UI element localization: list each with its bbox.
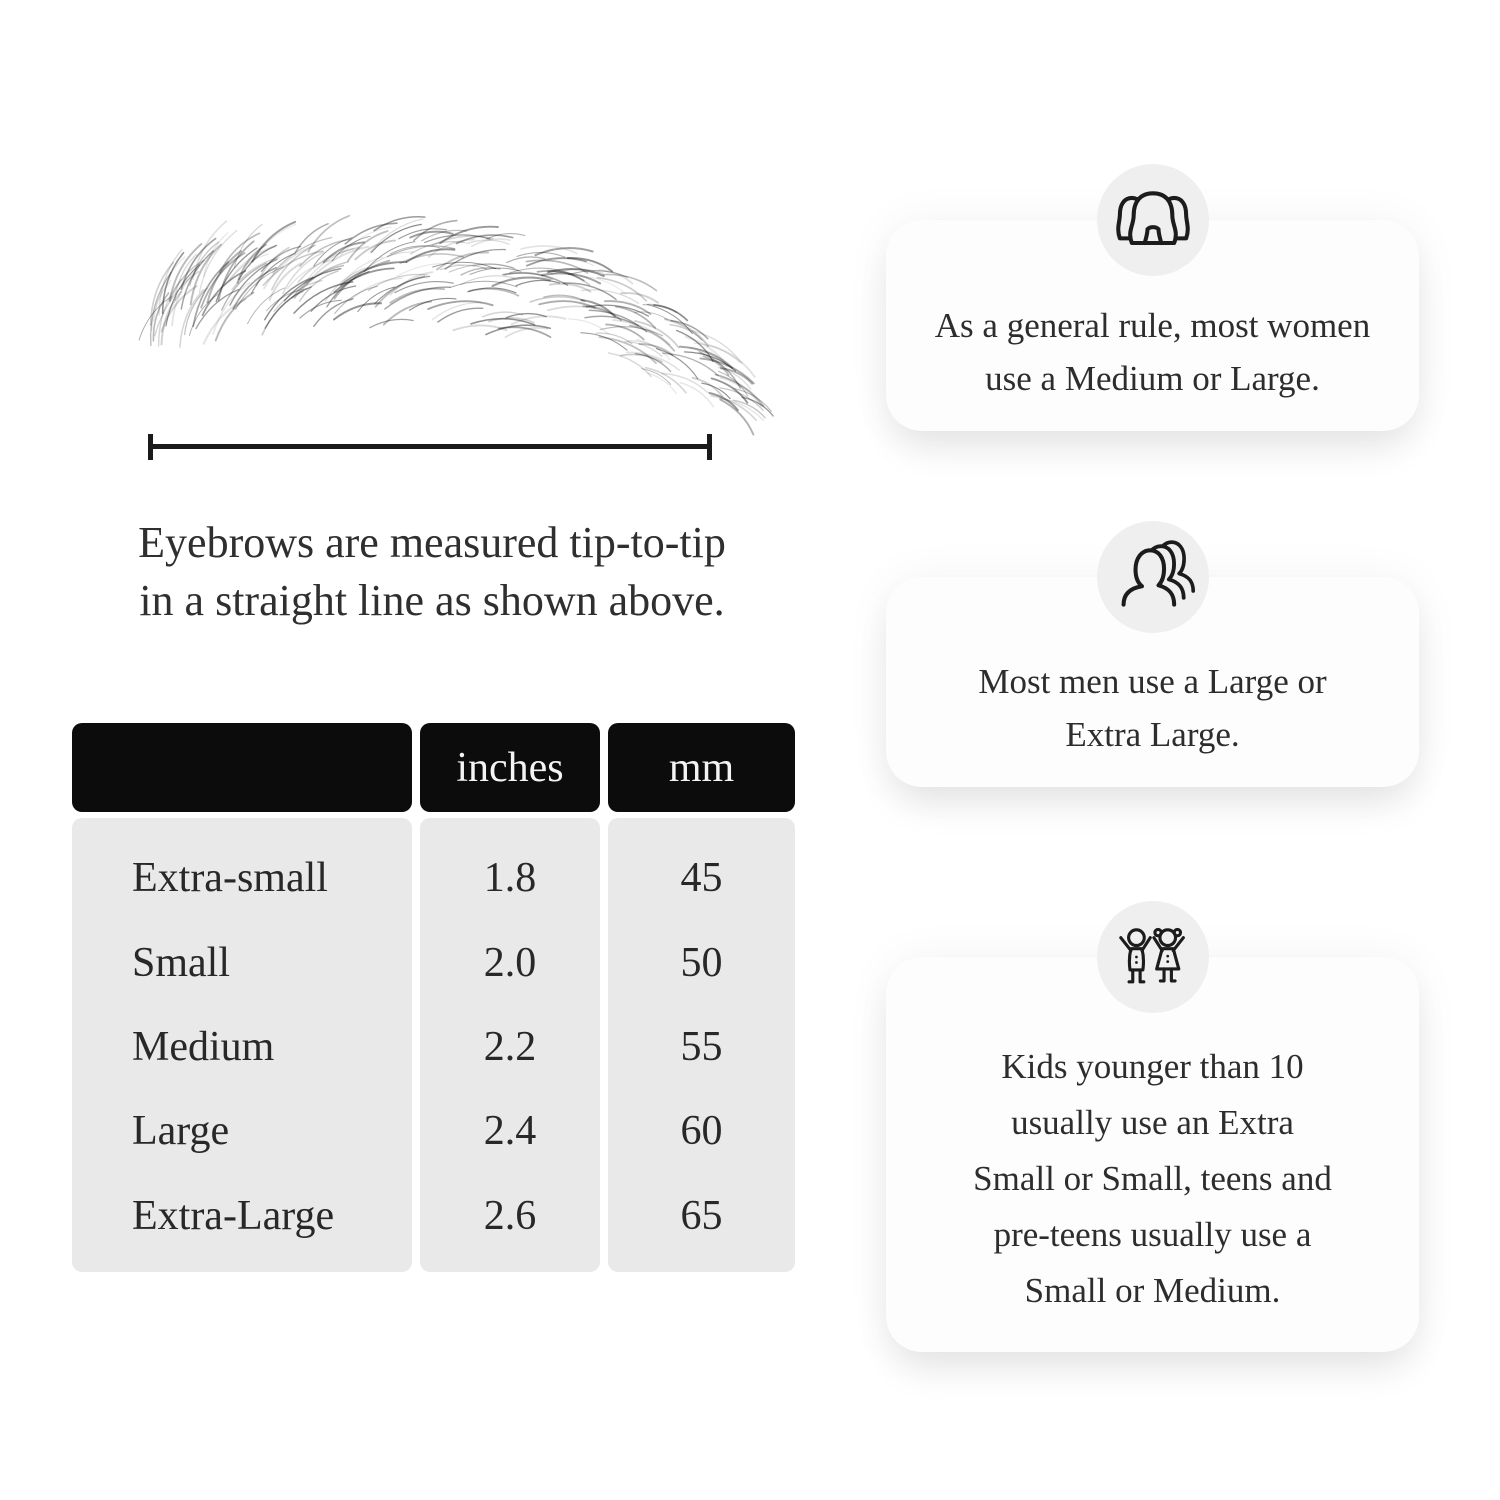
size-cell: Medium <box>132 1023 275 1070</box>
icon-circle <box>1097 901 1209 1013</box>
mm-cell: 60 <box>680 1108 723 1155</box>
card-text-line: Extra Large. <box>1065 715 1240 754</box>
card-text-line: Most men use a Large or <box>978 662 1327 701</box>
inches-cell: 2.6 <box>483 1192 537 1239</box>
caption-line: Eyebrows are measured tip-to-tip <box>138 518 726 567</box>
size-cell: Extra-Large <box>132 1192 335 1239</box>
info-card-men <box>886 577 1419 787</box>
measurement-line <box>148 434 712 460</box>
icon-circle <box>1097 521 1209 633</box>
size-table-header-mm: mm <box>608 723 795 812</box>
size-table-header-inches: inches <box>420 723 600 812</box>
mm-column <box>608 818 795 1272</box>
mm-cell: 45 <box>680 855 723 902</box>
size-table-header-size <box>72 723 412 812</box>
card-text <box>935 299 1370 405</box>
measurement-tick-right <box>707 434 712 460</box>
size-table <box>72 723 795 1272</box>
men-group-icon <box>1107 531 1199 623</box>
card-text-line: use a Medium or Large. <box>985 358 1320 398</box>
measurement-caption <box>112 514 752 630</box>
card-text <box>973 1039 1332 1319</box>
mm-cell: 55 <box>680 1023 723 1070</box>
inches-cell: 1.8 <box>483 855 537 902</box>
measurement-line-bar <box>148 444 712 449</box>
size-cell: Extra-small <box>132 855 328 902</box>
women-group-icon <box>1107 174 1199 266</box>
info-card-women <box>886 220 1419 431</box>
size-cell: Small <box>132 939 231 986</box>
mm-cell: 65 <box>680 1192 723 1239</box>
info-card-kids <box>886 957 1419 1352</box>
caption-line: in a straight line as shown above. <box>139 576 725 625</box>
eyebrow-illustration <box>125 225 765 417</box>
mm-cell: 50 <box>680 939 723 986</box>
card-text-line: pre-teens usually use a <box>993 1214 1312 1254</box>
card-text-line: As a general rule, most women <box>934 305 1371 345</box>
inches-column <box>420 818 600 1272</box>
kids-icon <box>1107 911 1199 1003</box>
size-cell: Large <box>132 1108 230 1155</box>
card-text <box>978 655 1326 761</box>
size-column <box>72 818 412 1272</box>
inches-cell: 2.0 <box>483 939 537 986</box>
icon-circle <box>1097 164 1209 276</box>
card-text-line: Small or Small, teens and <box>973 1158 1332 1198</box>
card-text-line: usually use an Extra <box>1011 1102 1294 1142</box>
card-text-line: Small or Medium. <box>1024 1270 1281 1310</box>
inches-cell: 2.2 <box>483 1023 537 1070</box>
inches-cell: 2.4 <box>483 1108 537 1155</box>
card-text-line: Kids younger than 10 <box>1001 1046 1304 1086</box>
